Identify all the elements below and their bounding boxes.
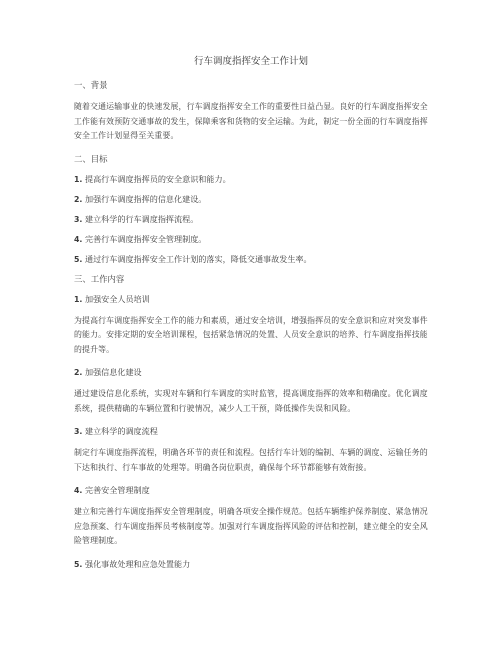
goal-text: 建立科学的行车调度指挥流程。 [84, 213, 199, 224]
work-item-title [74, 426, 428, 437]
work-item-paragraph: 为提高行车调度指挥安全工作的能力和素质，通过安全培训，增强指挥员的安全意识和应对突发事件的能力。安排定期的安全培训课程，包括紧急情况的处置、人员安全意识的培养、行车调度指挥技能的提升等。 [74, 315, 428, 354]
goal-text: 完善行车调度指挥安全管理制度。 [84, 233, 207, 244]
work-item-title-text: 建立科学的调度流程 [84, 426, 158, 436]
section-heading-work-content: 三、工作内容 [74, 273, 125, 284]
work-item-title-text: 强化事故处理和应急处置能力 [84, 558, 191, 569]
work-item-paragraph: 制定行车调度指挥流程，明确各环节的责任和流程。包括行车计划的编制、车辆的调度、运输任务的下达和执行、行车事故的处理等。明确各岗位职责，确保每个环节都能够有效衔接。 [74, 448, 428, 472]
goal-text: 加强行车调度指挥的信息化建设。 [84, 193, 207, 204]
work-item-paragraph: 通过建设信息化系统，实现对车辆和行车调度的实时监管，提高调度指挥的效率和精确度。优化调度系统，提供精确的车辆位置和行驶情况，减少人工干预，降低操作失误和风险。 [74, 389, 428, 413]
goal-item [74, 214, 428, 225]
goal-number: 5. [74, 254, 83, 264]
work-item-number: 1. [74, 294, 83, 304]
work-item-title [74, 559, 428, 570]
work-item-title-text: 加强安全人员培训 [84, 293, 150, 304]
work-item-paragraph: 建立和完善行车调度指挥安全管理制度，明确各项安全操作规范。包括车辆维护保养制度、紧急情况应急预案、行车调度指挥员考核制度等。加强对行车调度指挥风险的评估和控制，建立健全的安全风险管理制度。 [74, 507, 428, 545]
section-heading-background: 一、背景 [74, 80, 108, 90]
work-item-number: 4. [74, 486, 83, 495]
goal-text: 提高行车调度指挥员的安全意识和能力。 [84, 173, 231, 184]
section-heading-goals: 二、目标 [74, 153, 108, 164]
work-item-number: 5. [74, 559, 83, 569]
goal-item [74, 194, 428, 205]
work-item-number: 2. [74, 368, 83, 377]
goal-number: 1. [74, 174, 83, 184]
work-item-title-text: 加强信息化建设 [84, 367, 142, 377]
document-title: 行车调度指挥安全工作计划 [193, 56, 308, 67]
work-item-title [74, 485, 428, 496]
goal-item [74, 174, 428, 185]
goal-number: 3. [74, 214, 83, 224]
work-item-title-text: 完善安全管理制度 [84, 485, 150, 495]
goal-number: 4. [74, 234, 83, 244]
goal-item [74, 254, 428, 265]
goal-item [74, 234, 428, 245]
work-item-title [74, 294, 428, 305]
goal-text: 通过行车调度指挥安全工作计划的落实，降低交通事故发生率。 [84, 253, 312, 264]
work-item-number: 3. [74, 427, 83, 436]
work-item-title [74, 367, 428, 378]
goal-number: 2. [74, 194, 83, 204]
background-paragraph: 随着交通运输事业的快速发展，行车调度指挥安全工作的重要性日益凸显。良好的行车调度指挥安全工作能有效预防交通事故的发生，保障乘客和货物的安全运输。为此，制定一份全面的行车调度指挥安全工作计划显得至关重要。 [74, 102, 428, 140]
